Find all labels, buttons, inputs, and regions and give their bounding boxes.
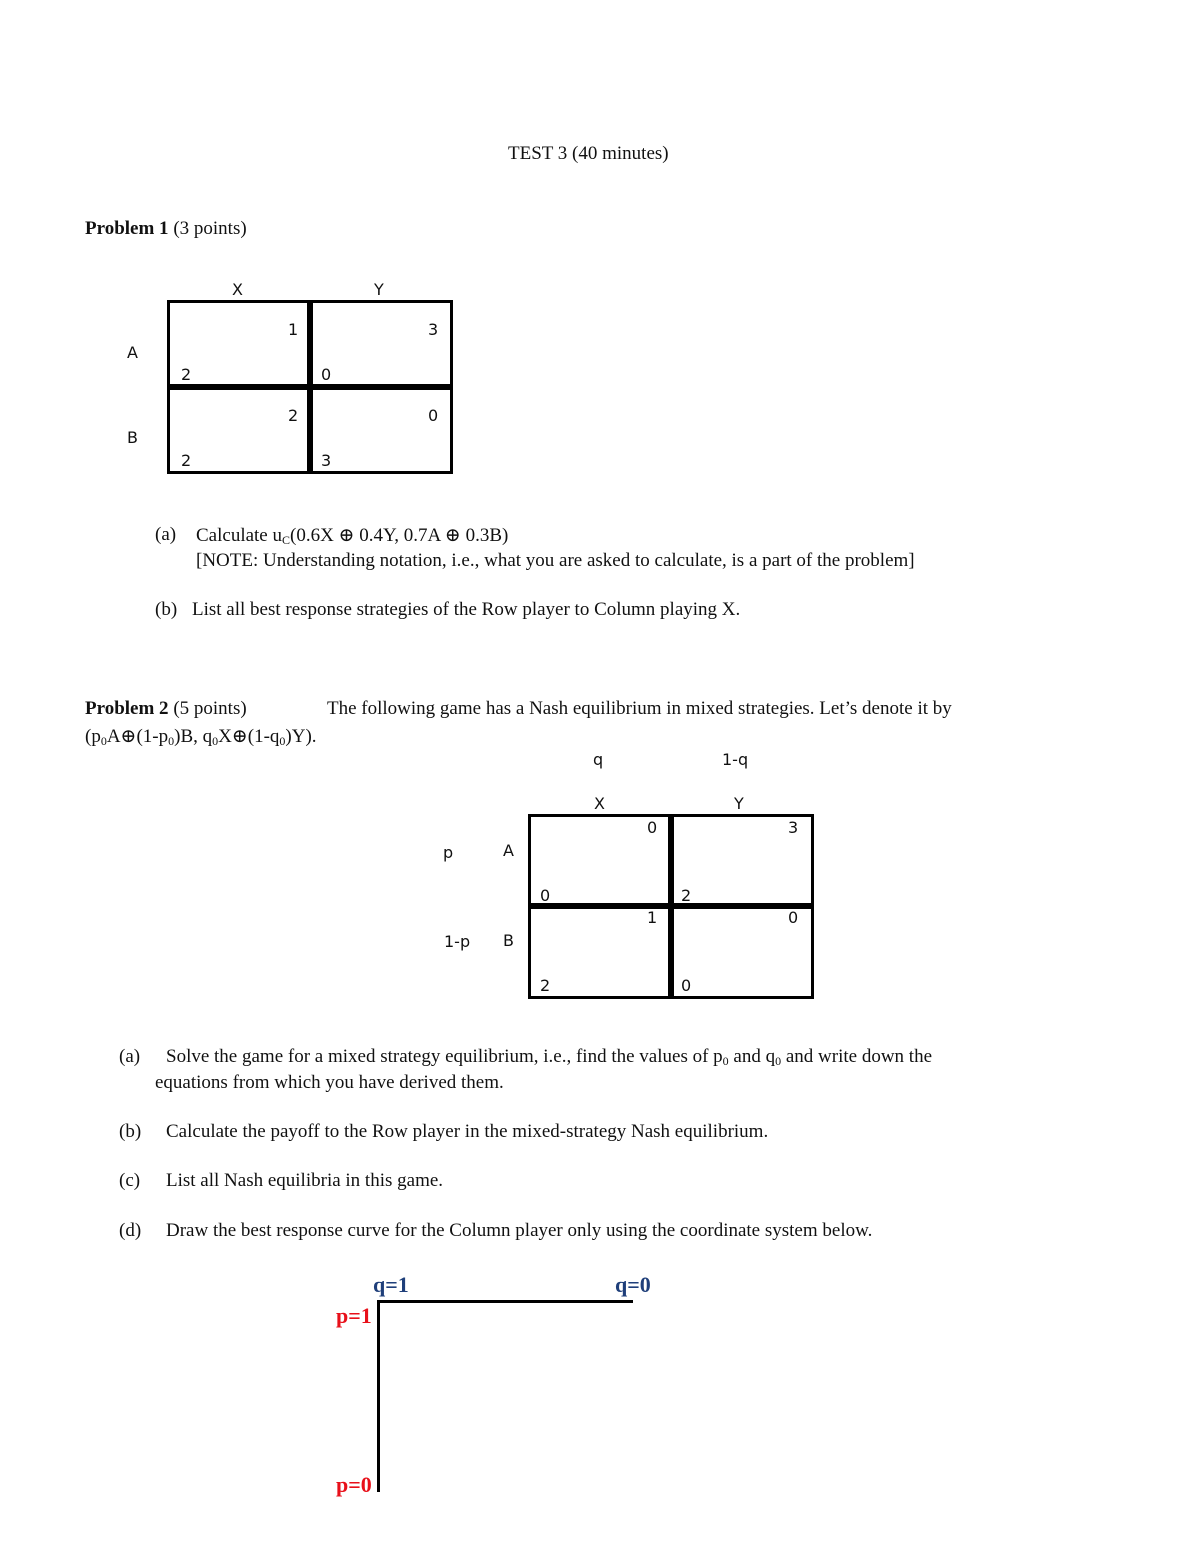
problem2-intro: The following game has a Nash equilibrium in mixed strategies. Let’s denote it by: [327, 698, 952, 719]
p2-payoff-ax-row: 0: [540, 886, 551, 905]
p1-question-a-note: [NOTE: Understanding notation, i.e., what you are asked to calculate, is a part of the problem]: [196, 550, 915, 571]
p1-question-a-pre: Calculate u: [196, 525, 282, 546]
p2-a-sub2: 0: [775, 1054, 782, 1068]
p1-question-a-sub: C: [282, 533, 291, 547]
p2-a-mid: and q: [728, 1046, 776, 1067]
problem2-heading-bold: Problem 2: [85, 698, 169, 719]
p2-question-c-label: (c): [119, 1170, 141, 1191]
p2-payoff-bx-col: 1: [647, 908, 658, 927]
p2-col-label-y: Y: [734, 794, 744, 813]
p2-question-c: List all Nash equilibria in this game.: [166, 1170, 444, 1191]
p1-payoff-bx-col: 2: [288, 406, 299, 425]
p1-payoff-ax-row: 2: [181, 365, 192, 384]
p1-col-label-y: Y: [374, 280, 384, 299]
p1-payoff-ax-col: 1: [288, 320, 299, 339]
p2-col-label-x: X: [594, 794, 605, 813]
p2-row-label-b: B: [503, 931, 514, 950]
p2-question-d: Draw the best response curve for the Column player only using the coordinate system below.: [166, 1220, 873, 1241]
label-q-0: q=0: [615, 1272, 651, 1297]
label-p-1: p=1: [336, 1303, 372, 1328]
label-q-1: q=1: [373, 1272, 409, 1297]
p2-question-b-label: (b): [119, 1121, 142, 1142]
p2-payoff-by-row: 0: [681, 976, 692, 995]
p1-payoff-bx-row: 2: [181, 451, 192, 470]
problem2-heading-points: (5 points): [168, 698, 247, 719]
p-axis-line: [377, 1300, 380, 1492]
page-title: TEST 3 (40 minutes): [508, 143, 669, 164]
problem1-heading-bold: Problem 1: [85, 218, 169, 239]
p1-row-label-b: B: [127, 428, 138, 447]
p2-payoff-bx-row: 2: [540, 976, 551, 995]
p2-prob-1-q: 1-q: [722, 750, 749, 769]
p1-question-b: List all best response strategies of the Row player to Column playing X.: [192, 599, 741, 620]
p2-question-b: Calculate the payoff to the Row player in the mixed-strategy Nash equilibrium.: [166, 1121, 769, 1142]
eq-part-1: (p: [85, 726, 101, 747]
p2-question-a-label: (a): [119, 1046, 141, 1067]
p1-question-a-post: (0.6X ⊕ 0.4Y, 0.7A ⊕ 0.3B): [290, 525, 509, 546]
p1-question-a: [196, 524, 508, 548]
p2-a-post: and write down the: [781, 1046, 933, 1067]
p2-a-sub1: 0: [722, 1054, 729, 1068]
eq-part-3: )B, q: [174, 726, 213, 747]
eq-sub-2: 0: [168, 734, 175, 748]
p2-row-label-a: A: [503, 841, 514, 860]
problem2-equilibrium-notation: [85, 725, 317, 749]
eq-sub-1: 0: [100, 734, 107, 748]
problem2-heading: [85, 698, 247, 720]
p2-payoff-ay-col: 3: [788, 818, 799, 837]
p2-question-a-line1: [166, 1046, 932, 1069]
p1-payoff-ay-row: 0: [321, 365, 332, 384]
p2-question-d-label: (d): [119, 1220, 142, 1241]
p2-prob-q: q: [593, 750, 604, 769]
problem1-heading-points: (3 points): [168, 218, 247, 239]
p1-payoff-ay-col: 3: [428, 320, 439, 339]
eq-sub-3: 0: [212, 734, 219, 748]
p1-question-a-label: (a): [155, 524, 177, 545]
p2-payoff-by-col: 0: [788, 908, 799, 927]
problem1-heading: [85, 218, 247, 240]
label-p-0: p=0: [336, 1472, 372, 1497]
p1-col-label-x: X: [232, 280, 243, 299]
q-axis-line: [377, 1300, 633, 1303]
p2-a-pre: Solve the game for a mixed strategy equilibrium, i.e., find the values of p: [166, 1046, 723, 1067]
p1-payoff-by-row: 3: [321, 451, 332, 470]
eq-part-2: A⊕(1-p: [106, 726, 169, 747]
p1-payoff-by-col: 0: [428, 406, 439, 425]
p1-row-label-a: A: [127, 343, 138, 362]
p2-prob-1-p: 1-p: [444, 932, 471, 951]
p2-payoff-ay-row: 2: [681, 886, 692, 905]
p2-payoff-ax-col: 0: [647, 818, 658, 837]
p1-question-b-label: (b): [155, 599, 178, 620]
p2-prob-p: p: [443, 843, 454, 862]
eq-part-4: X⊕(1-q: [218, 726, 280, 747]
eq-sub-4: 0: [279, 734, 286, 748]
p2-question-a-line2: equations from which you have derived them.: [155, 1072, 504, 1093]
eq-part-5: )Y).: [285, 726, 317, 747]
